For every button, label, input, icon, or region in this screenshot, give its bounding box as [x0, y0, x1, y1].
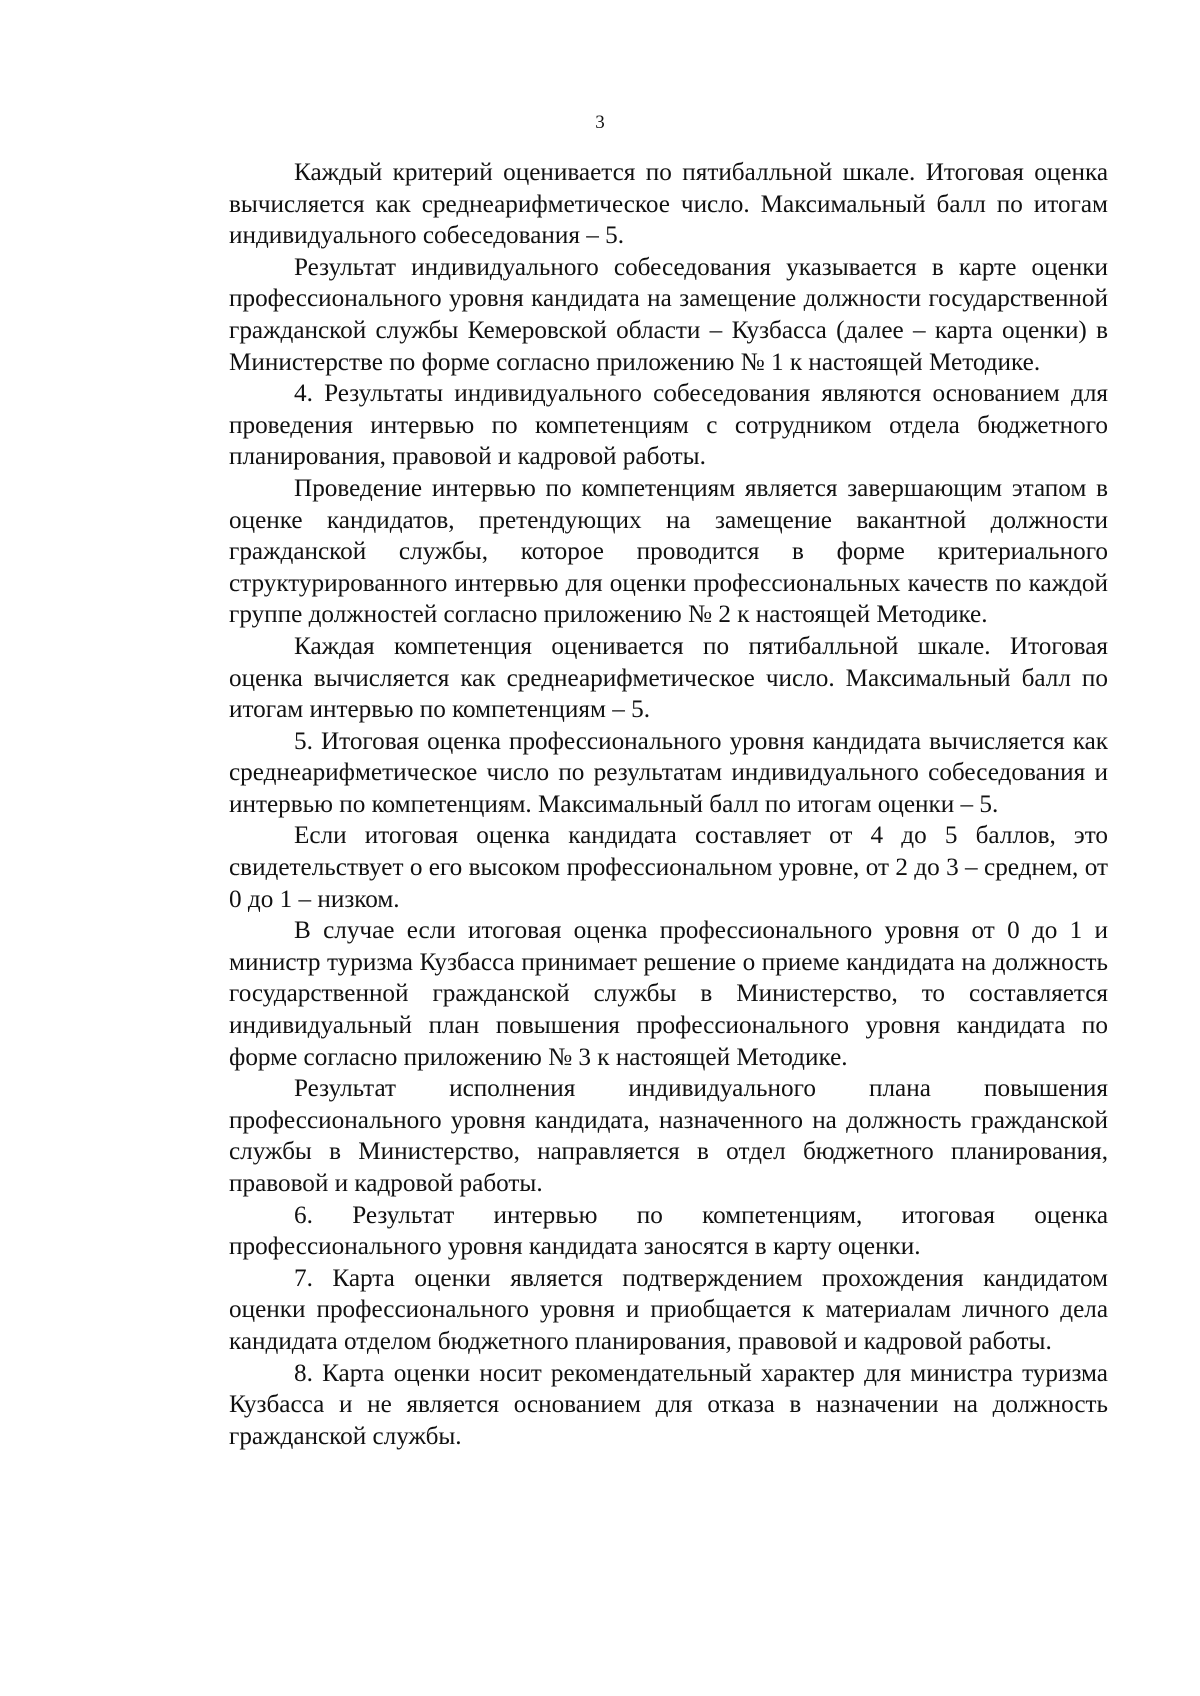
- document-body: [229, 157, 1108, 1452]
- paragraph-competency-scale: Каждая компетенция оценивается по пятибалльной шкале. Итоговая оценка вычисляется как среднеарифметическое число. Максимальный балл по итогам интервью по компетенциям – 5.: [229, 632, 1108, 724]
- paragraph-competency-interview: Проведение интервью по компетенциям является завершающим этапом в оценке кандидатов, претендующих на замещение вакантной должности гражданской службы, которое проводится в форме критериального структурированного интервью для оценки профессиональных качеств по каждой группе должностей согласно приложению № 2 к настоящей Методике.: [229, 474, 1108, 629]
- paragraph-scoring-scale: Каждый критерий оценивается по пятибалльной шкале. Итоговая оценка вычисляется как среднеарифметическое число. Максимальный балл по итогам индивидуального собеседования – 5.: [229, 159, 1108, 250]
- paragraph-interview-result: Результат индивидуального собеседования указывается в карте оценки профессионального уровня кандидата на замещение должности государственной гражданской службы Кемеровской области – Кузбасса (далее – карта оценки) в Министерстве по форме согласно приложению № 1 к настоящей Методике.: [229, 253, 1108, 376]
- paragraph-item-8: 8. Карта оценки носит рекомендательный характер для министра туризма Кузбасса и не является основанием для отказа в назначении на должность гражданской службы.: [229, 1359, 1108, 1450]
- page-number: 3: [595, 112, 605, 133]
- paragraph-plan-result: Результат исполнения индивидуального плана повышения профессионального уровня кандидата, назначенного на должность гражданской службы в Министерство, направляется в отдел бюджетного планирования, правовой и кадровой работы.: [229, 1075, 1108, 1197]
- paragraph-low-score-plan: В случае если итоговая оценка профессионального уровня от 0 до 1 и министр туризма Кузбасса принимает решение о приеме кандидата на должность государственной гражданской службы в Министерство, то составляется индивидуальный план повышения профессионального уровня кандидата по форме согласно приложению № 3 к настоящей Методике.: [229, 917, 1108, 1071]
- paragraph-item-5: 5. Итоговая оценка профессионального уровня кандидата вычисляется как среднеарифметическое число по результатам индивидуального собеседования и интервью по компетенциям. Максимальный балл по итогам оценки – 5.: [229, 727, 1108, 818]
- paragraph-item-4: 4. Результаты индивидуального собеседования являются основанием для проведения интервью по компетенциям с сотрудником отдела бюджетного планирования, правовой и кадровой работы.: [229, 380, 1108, 471]
- paragraph-score-ranges: Если итоговая оценка кандидата составляет от 4 до 5 баллов, это свидетельствует о его высоком профессиональном уровне, от 2 до 3 – среднем, от 0 до 1 – низком.: [229, 822, 1108, 913]
- paragraph-item-7: 7. Карта оценки является подтверждением прохождения кандидатом оценки профессионального уровня и приобщается к материалам личного дела кандидата отделом бюджетного планирования, правовой и кадровой работы.: [229, 1264, 1108, 1355]
- paragraph-item-6: 6. Результат интервью по компетенциям, итоговая оценка профессионального уровня кандидата заносятся в карту оценки.: [229, 1201, 1108, 1261]
